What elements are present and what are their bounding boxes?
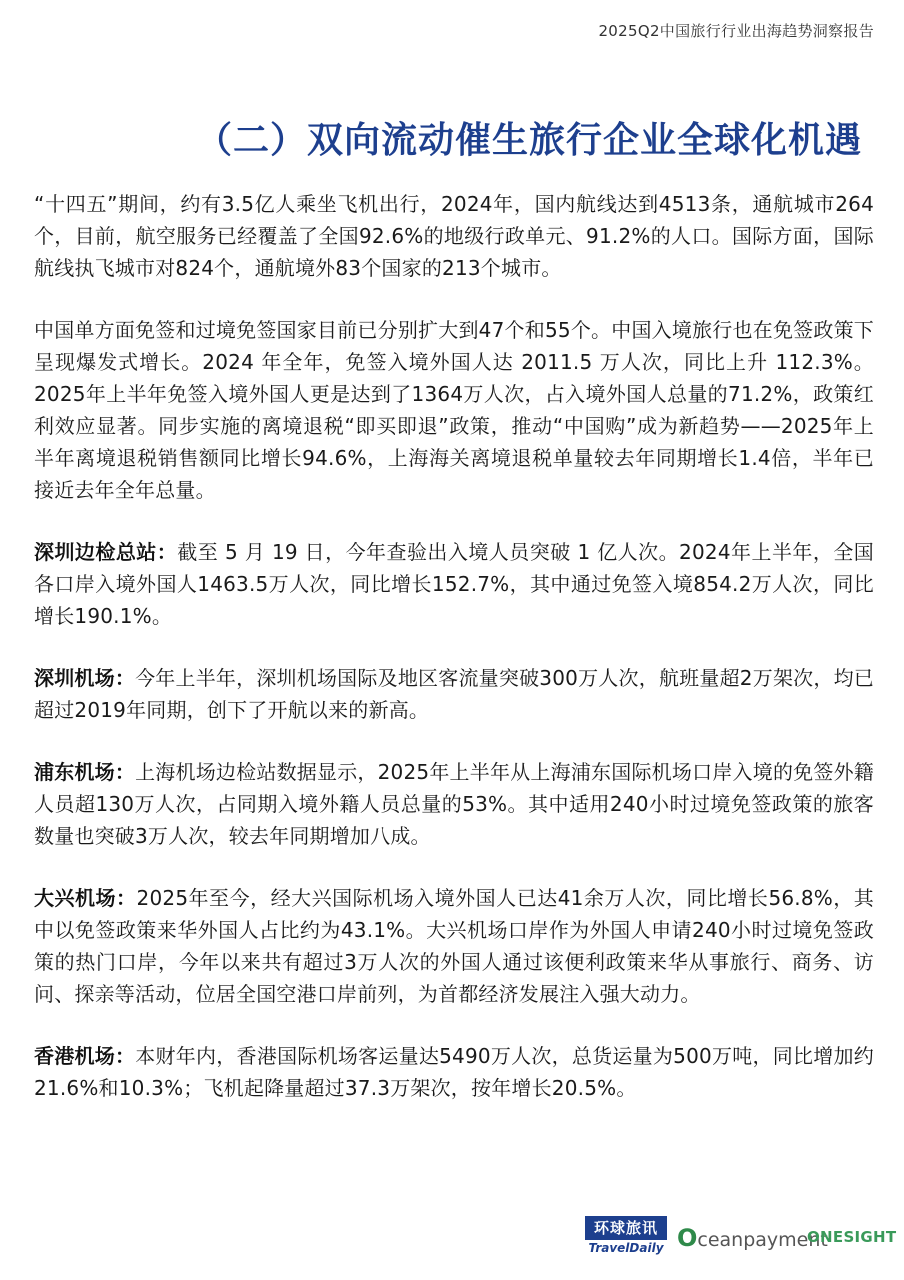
- traveldaily-logo-en: TravelDaily: [588, 1241, 664, 1255]
- paragraph-text: 2025年至今，经大兴国际机场入境外国人已达41余万人次，同比增长56.8%，其中以免签政策来华外国人占比约为43.1%。大兴机场口岸作为外国人申请240小时过境免签政策的热门口岸，今年以来共有超过3万人次的外国人通过该便利政策来华从事旅行、商务、访问、探亲等活动，位居全国空港口岸前列，为首都经济发展注入强大动力。: [34, 886, 874, 1006]
- traveldaily-logo: [585, 1216, 667, 1258]
- paragraph-text: “十四五”期间，约有3.5亿人乘坐飞机出行，2024年，国内航线达到4513条，通航城市264个，目前，航空服务已经覆盖了全国92.6%的地级行政单元、91.2%的人口。国际方面，国际航线执飞城市对824个，通航境外83个国家的213个城市。: [34, 192, 874, 280]
- oceanpayment-logo: [677, 1224, 828, 1252]
- paragraph-label: 香港机场：: [34, 1044, 136, 1068]
- paragraph-shenzhen-airport: [34, 662, 874, 726]
- paragraph-text: 上海机场边检站数据显示，2025年上半年从上海浦东国际机场口岸入境的免签外籍人员超130万人次，占同期入境外籍人员总量的53%。其中适用240小时过境免签政策的旅客数量也突破3万人次，较去年同期增加八成。: [34, 760, 875, 848]
- paragraph-daxing-airport: [34, 882, 874, 1010]
- footer-logos: [585, 1216, 897, 1260]
- report-header: 2025Q2中国旅行行业出海趋势洞察报告: [598, 22, 874, 40]
- paragraph-pudong-airport: [34, 756, 874, 852]
- paragraph-label: 大兴机场：: [34, 886, 137, 910]
- oceanpayment-logo-o: O: [677, 1224, 698, 1252]
- paragraph-label: 深圳边检总站：: [34, 540, 178, 564]
- paragraph-aviation: [34, 188, 874, 284]
- section-title: （二）双向流动催生旅行企业全球化机遇: [195, 120, 862, 161]
- paragraph-text: 截至 5 月 19 日，今年查验出入境人员突破 1 亿人次。2024年上半年，全国各口岸入境外国人1463.5万人次，同比增长152.7%，其中通过免签入境854.2万人次，同比增长190.1%。: [34, 540, 874, 628]
- paragraph-label: 浦东机场：: [34, 760, 136, 784]
- paragraph-text: 今年上半年，深圳机场国际及地区客流量突破300万人次，航班量超2万架次，均已超过2019年同期，创下了开航以来的新高。: [34, 666, 874, 722]
- paragraph-text: 中国单方面免签和过境免签国家目前已分别扩大到47个和55个。中国入境旅行也在免签政策下呈现爆发式增长。2024 年全年，免签入境外国人达 2011.5 万人次，同比上升 112.3%。2025年上半年免签入境外国人更是达到了1364万人次，占入境外国人总量的71.2%，政策红利效应显著。同步实施的离境退税“即买即退”政策，推动“中国购”成为新趋势——2025年上半年离境退税销售额同比增长94.6%，上海海关离境退税单量较去年同期增长1.4倍，半年已接近去年全年总量。: [34, 318, 874, 502]
- paragraph-hongkong-airport: [34, 1040, 874, 1104]
- paragraph-text: 本财年内，香港国际机场客运量达5490万人次，总货运量为500万吨，同比增加约21.6%和10.3%；飞机起降量超过37.3万架次，按年增长20.5%。: [34, 1044, 874, 1100]
- traveldaily-logo-cn: 环球旅讯: [585, 1216, 667, 1240]
- paragraph-label: 深圳机场：: [34, 666, 136, 690]
- oceanpayment-logo-text: ceanpayment: [697, 1229, 828, 1251]
- paragraph-shenzhen-border: [34, 536, 874, 632]
- paragraph-visa-free: [34, 314, 874, 506]
- article-body: [34, 188, 874, 1134]
- onesight-logo: ONESIGHT: [807, 1228, 897, 1246]
